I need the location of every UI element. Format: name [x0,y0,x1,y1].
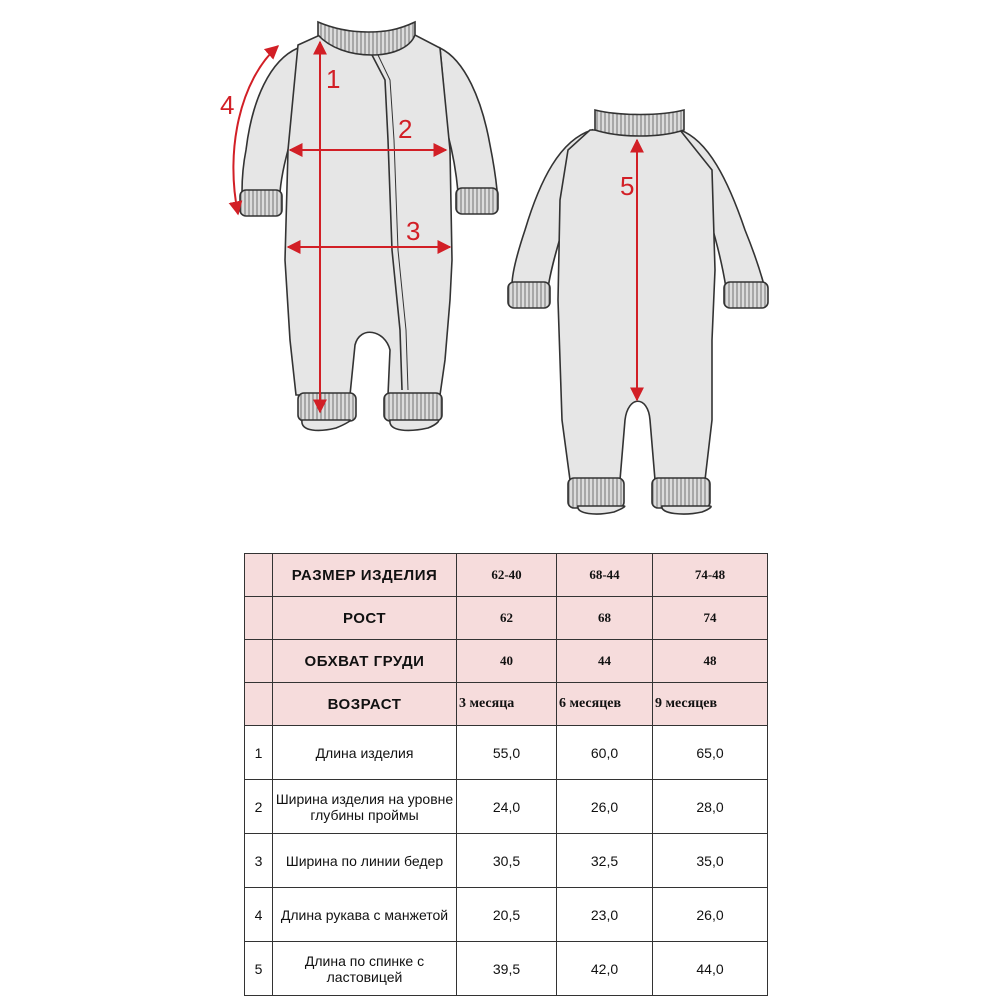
row-label: Длина рукава с манжетой [273,888,457,942]
header-value: 9 месяцев [653,683,768,726]
table-cell: 35,0 [653,834,768,888]
header-value: 74-48 [653,554,768,597]
row-label: Ширина по линии бедер [273,834,457,888]
header-row-height [245,597,768,640]
row-number: 2 [245,780,273,834]
header-value: 40 [457,640,557,683]
table-row [245,942,768,996]
header-value: 68 [557,597,653,640]
header-label: ОБХВАТ ГРУДИ [273,640,457,683]
header-value: 62-40 [457,554,557,597]
blank-cell [245,554,273,597]
header-value: 74 [653,597,768,640]
table-row [245,780,768,834]
table-cell: 39,5 [457,942,557,996]
header-value: 44 [557,640,653,683]
table-cell: 20,5 [457,888,557,942]
measure-label-5: 5 [620,171,635,201]
measure-label-1: 1 [326,64,341,94]
row-number: 1 [245,726,273,780]
header-label: РАЗМЕР ИЗДЕЛИЯ [273,554,457,597]
header-row-age [245,683,768,726]
blank-cell [245,683,273,726]
table-cell: 26,0 [653,888,768,942]
front-garment-drawing [240,22,498,430]
table-cell: 42,0 [557,942,653,996]
header-label: РОСТ [273,597,457,640]
table-cell: 24,0 [457,780,557,834]
row-number: 4 [245,888,273,942]
row-label: Длина по спинке с ластовицей [273,942,457,996]
table-cell: 28,0 [653,780,768,834]
header-row-size [245,554,768,597]
table-cell: 60,0 [557,726,653,780]
measure-label-3: 3 [406,216,421,246]
header-value: 48 [653,640,768,683]
measure-label-4: 4 [220,90,235,120]
row-label: Длина изделия [273,726,457,780]
row-number: 5 [245,942,273,996]
table-cell: 55,0 [457,726,557,780]
header-value: 68-44 [557,554,653,597]
row-label: Ширина изделия на уровне глубины проймы [273,780,457,834]
header-row-chest [245,640,768,683]
table-row [245,888,768,942]
row-number: 3 [245,834,273,888]
measure-label-2: 2 [398,114,413,144]
table-cell: 26,0 [557,780,653,834]
blank-cell [245,597,273,640]
blank-cell [245,640,273,683]
table-cell: 23,0 [557,888,653,942]
table-row [245,726,768,780]
table-cell: 65,0 [653,726,768,780]
table-row [245,834,768,888]
table-cell: 44,0 [653,942,768,996]
header-value: 3 месяца [457,683,557,726]
table-cell: 32,5 [557,834,653,888]
header-value: 6 месяцев [557,683,653,726]
table-cell: 30,5 [457,834,557,888]
header-value: 62 [457,597,557,640]
header-label: ВОЗРАСТ [273,683,457,726]
size-chart-table [244,553,768,996]
